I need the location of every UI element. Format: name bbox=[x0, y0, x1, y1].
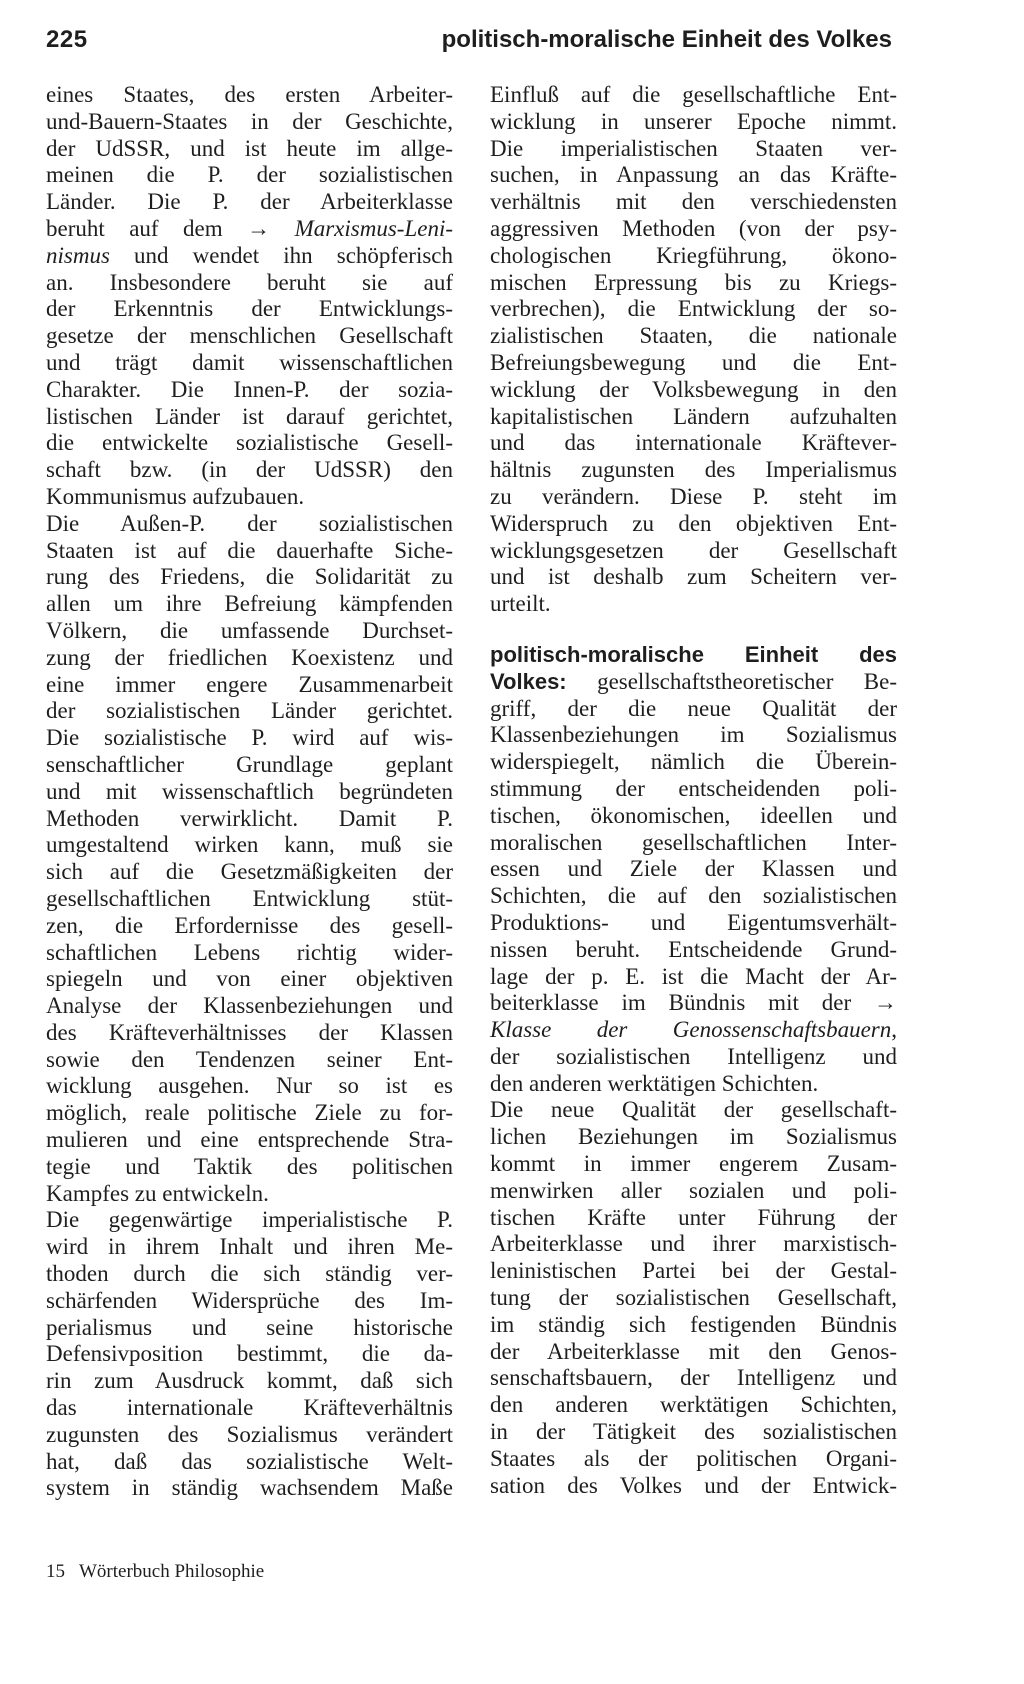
text-line: sation des Volkes und der Entwick- bbox=[490, 1472, 897, 1498]
text-line: der sozialistischen Länder gerichtet. bbox=[46, 698, 453, 724]
text-line: beiterklasse im Bündnis mit der → bbox=[490, 990, 897, 1016]
crossref-term: Marxismus-Leni- bbox=[294, 215, 453, 241]
text-line: Kampfes zu entwickeln. bbox=[46, 1180, 269, 1206]
text-line: das internationale Kräfteverhältnis bbox=[46, 1395, 453, 1421]
text-line: aggressiven Methoden (von der psy- bbox=[490, 215, 897, 241]
text-line: und das internationale Kräftever- bbox=[490, 430, 897, 456]
text-line: kommt in immer engerem Zusam- bbox=[490, 1151, 897, 1177]
text-line: wicklung der Volksbewegung in den bbox=[490, 376, 897, 402]
text-line: verhältnis mit den verschiedensten bbox=[490, 189, 897, 215]
text-line: an. Insbesondere beruht sie auf bbox=[46, 269, 453, 295]
entry-headword: Volkes: bbox=[490, 668, 567, 694]
text-line: moralischen gesellschaftlichen Inter- bbox=[490, 829, 897, 855]
text-line: Methoden verwirklicht. Damit P. bbox=[46, 805, 453, 831]
text-line: lichen Beziehungen im Sozialismus bbox=[490, 1124, 897, 1150]
text-line: chologischen Kriegführung, ökono- bbox=[490, 242, 897, 268]
text-line: griff, der die neue Qualität der bbox=[490, 695, 897, 721]
text-line: menwirken aller sozialen und poli- bbox=[490, 1177, 897, 1203]
entry-headword-line bbox=[490, 642, 897, 669]
text-line: schaftlichen Lebens richtig wider- bbox=[46, 939, 453, 965]
text-line: zung der friedlichen Koexistenz und bbox=[46, 644, 453, 670]
text-line: die entwickelte sozialistische Gesell- bbox=[46, 430, 453, 456]
text-line: gesetze der menschlichen Gesellschaft bbox=[46, 323, 453, 349]
text-line: schärfenden Widersprüche des Im- bbox=[46, 1287, 453, 1313]
text-line: und-Bauern-Staates in der Geschichte, bbox=[46, 108, 453, 134]
text-line: Einfluß auf die gesellschaftliche Ent- bbox=[490, 82, 897, 107]
text-line: allen um ihre Befreiung kämpfenden bbox=[46, 591, 453, 617]
text-line: thoden durch die sich ständig ver- bbox=[46, 1261, 453, 1287]
text-line: wicklungsgesetzen der Gesellschaft bbox=[490, 537, 897, 563]
text-line: Produktions- und Eigentumsverhält- bbox=[490, 909, 897, 935]
crossref-term: nismus bbox=[46, 242, 110, 268]
entry-headword: politisch-moralische Einheit des bbox=[490, 641, 897, 667]
text-line: lage der p. E. ist die Macht der Ar- bbox=[490, 963, 897, 989]
text-line: Arbeiterklasse und ihrer marxistisch- bbox=[490, 1231, 897, 1257]
page-number: 225 bbox=[46, 26, 88, 53]
text-line: Charakter. Die Innen-P. der sozia- bbox=[46, 376, 453, 402]
text-line: zugunsten des Sozialismus verändert bbox=[46, 1421, 453, 1447]
text-line: Defensivposition bestimmt, die da- bbox=[46, 1341, 453, 1367]
text-line: rin zum Ausdruck kommt, daß sich bbox=[46, 1368, 453, 1394]
text-line: urteilt. bbox=[490, 591, 551, 617]
text-line: perialismus und seine historische bbox=[46, 1314, 453, 1340]
text-line: Die Außen-P. der sozialistischen bbox=[46, 510, 453, 536]
text-line: der UdSSR, und ist heute im allge- bbox=[46, 135, 453, 161]
text-line: tung der sozialistischen Gesellschaft, bbox=[490, 1285, 897, 1311]
text-line: und ist deshalb zum Scheitern ver- bbox=[490, 564, 897, 590]
text-line: Befreiungsbewegung und die Ent- bbox=[490, 349, 897, 375]
text-line: nissen beruht. Entscheidende Grund- bbox=[490, 936, 897, 962]
text-line: wicklung in unserer Epoche nimmt. bbox=[490, 108, 897, 134]
text-line: eines Staates, des ersten Arbeiter- bbox=[46, 82, 453, 107]
right-column bbox=[490, 82, 897, 1499]
text-line-crossref: beruht auf dem → Marxismus-Leni- bbox=[46, 215, 453, 241]
text-line: stimmung der entscheidenden poli- bbox=[490, 775, 897, 801]
crossref-term: Klasse der Genossenschaftsbauern bbox=[490, 1017, 892, 1043]
text-line: system in ständig wachsendem Maße bbox=[46, 1475, 453, 1501]
entry-separator bbox=[490, 618, 897, 642]
text-line: tischen Kräfte unter Führung der bbox=[490, 1204, 897, 1230]
text-line: mischen Erpressung bis zu Kriegs- bbox=[490, 269, 897, 295]
text-line: möglich, reale politische Ziele zu for- bbox=[46, 1100, 453, 1126]
text-line: verbrechen), die Entwicklung der so- bbox=[490, 296, 897, 322]
text-line: Staates als der politischen Organi- bbox=[490, 1445, 897, 1471]
text-line: zen, die Erfordernisse des gesell- bbox=[46, 912, 453, 938]
text-line: gesellschaftlichen Entwicklung stüt- bbox=[46, 885, 453, 911]
text-line: sich auf die Gesetzmäßigkeiten der bbox=[46, 859, 453, 885]
text-line: tegie und Taktik des politischen bbox=[46, 1153, 453, 1179]
text-line: hältnis zugunsten des Imperialismus bbox=[490, 457, 897, 483]
running-title: politisch-moralische Einheit des Volkes bbox=[441, 26, 892, 53]
text-line: im ständig sich festigenden Bündnis bbox=[490, 1311, 897, 1337]
text-line: tischen, ökonomischen, ideellen und bbox=[490, 802, 897, 828]
signature-number: 15 bbox=[46, 1561, 65, 1582]
text-line: meinen die P. der sozialistischen bbox=[46, 162, 453, 188]
text-line: widerspiegelt, nämlich die Überein- bbox=[490, 749, 897, 775]
text-line: Widerspruch zu den objektiven Ent- bbox=[490, 510, 897, 536]
entry-headword-line bbox=[490, 669, 897, 696]
text-line: senschaftlicher Grundlage geplant bbox=[46, 751, 453, 777]
text-line: Die gegenwärtige imperialistische P. bbox=[46, 1207, 453, 1233]
text-line: Kommunismus aufzubauen. bbox=[46, 483, 305, 509]
text-line: kapitalistischen Ländern aufzuhalten bbox=[490, 403, 897, 429]
text-line: Die neue Qualität der gesellschaft- bbox=[490, 1097, 897, 1123]
text-line: Die sozialistische P. wird auf wis- bbox=[46, 725, 453, 751]
page-footer bbox=[46, 1561, 278, 1583]
text-line: Völkern, die umfassende Durchset- bbox=[46, 617, 453, 643]
text-line: wicklung ausgehen. Nur so ist es bbox=[46, 1073, 453, 1099]
text-line: eine immer engere Zusammenarbeit bbox=[46, 671, 453, 697]
text-line: sowie den Tendenzen seiner Ent- bbox=[46, 1046, 453, 1072]
text-line: Klassenbeziehungen im Sozialismus bbox=[490, 722, 897, 748]
text-line: wird in ihrem Inhalt und ihren Me- bbox=[46, 1234, 453, 1260]
text-line: senschaftsbauern, der Intelligenz und bbox=[490, 1365, 897, 1391]
text-line: Analyse der Klassenbeziehungen und bbox=[46, 993, 453, 1019]
text-line: listischen Länder ist darauf gerichtet, bbox=[46, 403, 453, 429]
text-line: spiegeln und von einer objektiven bbox=[46, 966, 453, 992]
text-line: leninistischen Partei bei der Gestal- bbox=[490, 1258, 897, 1284]
entry-definition-start: gesellschaftstheoretischer Be- bbox=[566, 668, 897, 694]
text-line: zu verändern. Diese P. steht im bbox=[490, 483, 897, 509]
text-line: den anderen werktätigen Schichten, bbox=[490, 1392, 897, 1418]
text-line: Länder. Die P. der Arbeiterklasse bbox=[46, 189, 453, 215]
text-line: Staaten ist auf die dauerhafte Siche- bbox=[46, 537, 453, 563]
text-line: den anderen werktätigen Schichten. bbox=[490, 1070, 819, 1096]
left-column bbox=[46, 82, 453, 1502]
text-line: hat, daß das sozialistische Welt- bbox=[46, 1448, 453, 1474]
text-line: mulieren und eine entsprechende Stra- bbox=[46, 1127, 453, 1153]
text-line: zialistischen Staaten, die nationale bbox=[490, 323, 897, 349]
text-line: essen und Ziele der Klassen und bbox=[490, 856, 897, 882]
text-line: der sozialistischen Intelligenz und bbox=[490, 1043, 897, 1069]
text-line: umgestaltend wirken kann, muß sie bbox=[46, 832, 453, 858]
text-line: suchen, in Anpassung an das Kräfte- bbox=[490, 162, 897, 188]
text-line: nismus und wendet ihn schöpferisch bbox=[46, 242, 453, 268]
text-line: schaft bzw. (in der UdSSR) den bbox=[46, 457, 453, 483]
text-line: Die imperialistischen Staaten ver- bbox=[490, 135, 897, 161]
text-line: und trägt damit wissenschaftlichen bbox=[46, 349, 453, 375]
text-line: der Erkenntnis der Entwicklungs- bbox=[46, 296, 453, 322]
text-line: und mit wissenschaftlich begründeten bbox=[46, 778, 453, 804]
text-line: rung des Friedens, die Solidarität zu bbox=[46, 564, 453, 590]
text-line: des Kräfteverhältnisses der Klassen bbox=[46, 1019, 453, 1045]
text-line: in der Tätigkeit des sozialistischen bbox=[490, 1419, 897, 1445]
text-line: Schichten, die auf den sozialistischen bbox=[490, 883, 897, 909]
text-line-crossref: Klasse der Genossenschaftsbauern, bbox=[490, 1017, 897, 1043]
text-line: der Arbeiterklasse mit den Genos- bbox=[490, 1338, 897, 1364]
book-title: Wörterbuch Philosophie bbox=[79, 1561, 265, 1582]
